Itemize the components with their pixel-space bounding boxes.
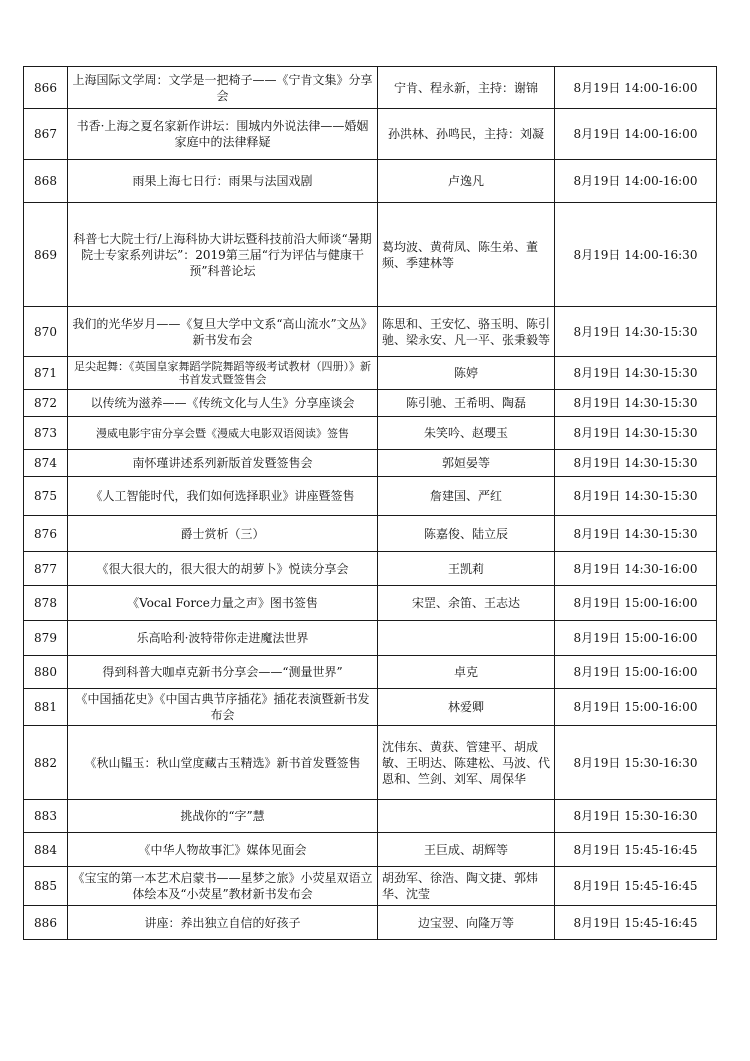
event-time: 8月19日 15:00-16:00 bbox=[555, 621, 717, 656]
event-time: 8月19日 14:00-16:00 bbox=[555, 67, 717, 109]
event-title: 挑战你的“字”慧 bbox=[68, 800, 378, 833]
event-guests: 胡劲军、徐浩、陶文捷、郭炜华、沈莹 bbox=[378, 867, 555, 906]
event-time: 8月19日 15:45-16:45 bbox=[555, 833, 717, 867]
event-title: 科普七大院士行/上海科协大讲坛暨科技前沿大师谈“暑期院士专家系列讲坛”：2019第三届“行为评估与健康干预”科普论坛 bbox=[68, 203, 378, 307]
event-number: 874 bbox=[24, 450, 68, 477]
event-number: 880 bbox=[24, 656, 68, 689]
event-number: 878 bbox=[24, 586, 68, 621]
event-guests: 郭姮晏等 bbox=[378, 450, 555, 477]
event-guests: 陈引驰、王希明、陶磊 bbox=[378, 390, 555, 417]
event-title: 爵士赏析（三） bbox=[68, 516, 378, 552]
event-guests: 宋罡、余笛、王志达 bbox=[378, 586, 555, 621]
event-number: 872 bbox=[24, 390, 68, 417]
event-number: 868 bbox=[24, 160, 68, 203]
event-number: 886 bbox=[24, 906, 68, 940]
event-time: 8月19日 14:30-15:30 bbox=[555, 477, 717, 516]
event-time: 8月19日 14:30-15:30 bbox=[555, 307, 717, 357]
event-number: 870 bbox=[24, 307, 68, 357]
event-title: 《很大很大的，很大很大的胡萝卜》悦读分享会 bbox=[68, 552, 378, 586]
event-guests: 边宝翌、向隆万等 bbox=[378, 906, 555, 940]
table-row bbox=[24, 621, 717, 656]
event-time: 8月19日 14:30-15:30 bbox=[555, 450, 717, 477]
table-row bbox=[24, 477, 717, 516]
table-row bbox=[24, 800, 717, 833]
event-number: 866 bbox=[24, 67, 68, 109]
event-number: 884 bbox=[24, 833, 68, 867]
event-title: 《宝宝的第一本艺术启蒙书——星梦之旅》小荧星双语立体绘本及“小荧星”教材新书发布会 bbox=[68, 867, 378, 906]
event-guests: 孙洪林、孙鸣民，主持：刘凝 bbox=[378, 109, 555, 160]
event-number: 882 bbox=[24, 726, 68, 800]
table-row bbox=[24, 203, 717, 307]
event-guests: 朱笑吟、赵瓔玉 bbox=[378, 417, 555, 450]
event-title: 南怀瑾讲述系列新版首发暨签售会 bbox=[68, 450, 378, 477]
event-number: 883 bbox=[24, 800, 68, 833]
event-title: 漫威电影宇宙分享会暨《漫威大电影双语阅读》签售 bbox=[68, 417, 378, 450]
table-row bbox=[24, 390, 717, 417]
event-number: 885 bbox=[24, 867, 68, 906]
table-row bbox=[24, 833, 717, 867]
event-guests: 詹建国、严红 bbox=[378, 477, 555, 516]
event-time: 8月19日 15:00-16:00 bbox=[555, 586, 717, 621]
event-title: 足尖起舞：《英国皇家舞蹈学院舞蹈等级考试教材（四册）》新书首发式暨签售会 bbox=[68, 357, 378, 390]
event-number: 879 bbox=[24, 621, 68, 656]
event-guests bbox=[378, 621, 555, 656]
event-title: 以传统为滋养——《传统文化与人生》分享座谈会 bbox=[68, 390, 378, 417]
event-guests: 宁肯、程永新，主持：谢锦 bbox=[378, 67, 555, 109]
event-number: 876 bbox=[24, 516, 68, 552]
table-row bbox=[24, 67, 717, 109]
event-schedule-table bbox=[23, 66, 717, 940]
event-title: 得到科普大咖卓克新书分享会——“测量世界” bbox=[68, 656, 378, 689]
event-time: 8月19日 15:00-16:00 bbox=[555, 656, 717, 689]
table-row bbox=[24, 417, 717, 450]
event-guests: 卓克 bbox=[378, 656, 555, 689]
event-title: 《Vocal Force力量之声》图书签售 bbox=[68, 586, 378, 621]
event-time: 8月19日 15:30-16:30 bbox=[555, 726, 717, 800]
event-title: 上海国际文学周：文学是一把椅子——《宁肯文集》分享会 bbox=[68, 67, 378, 109]
event-guests: 王巨成、胡辉等 bbox=[378, 833, 555, 867]
event-title: 书香·上海之夏名家新作讲坛：围城内外说法律——婚姻家庭中的法律释疑 bbox=[68, 109, 378, 160]
event-number: 867 bbox=[24, 109, 68, 160]
event-guests: 陈嘉俊、陆立辰 bbox=[378, 516, 555, 552]
event-title: 乐高哈利·波特带你走进魔法世界 bbox=[68, 621, 378, 656]
event-time: 8月19日 15:00-16:00 bbox=[555, 689, 717, 726]
event-time: 8月19日 14:30-15:30 bbox=[555, 417, 717, 450]
event-time: 8月19日 15:45-16:45 bbox=[555, 906, 717, 940]
event-time: 8月19日 14:00-16:00 bbox=[555, 109, 717, 160]
event-title: 《中华人物故事汇》媒体见面会 bbox=[68, 833, 378, 867]
event-time: 8月19日 14:30-15:30 bbox=[555, 516, 717, 552]
event-guests: 沈伟东、黄获、管建平、胡成敏、王明达、陈建松、马波、代恩和、竺剑、刘军、周保华 bbox=[378, 726, 555, 800]
event-time: 8月19日 14:30-15:30 bbox=[555, 357, 717, 390]
table-row bbox=[24, 109, 717, 160]
table-row bbox=[24, 307, 717, 357]
event-guests bbox=[378, 800, 555, 833]
event-title: 雨果上海七日行：雨果与法国戏剧 bbox=[68, 160, 378, 203]
table-row bbox=[24, 160, 717, 203]
table-row bbox=[24, 726, 717, 800]
table-row bbox=[24, 689, 717, 726]
event-number: 869 bbox=[24, 203, 68, 307]
event-number: 881 bbox=[24, 689, 68, 726]
event-guests: 王凯莉 bbox=[378, 552, 555, 586]
event-title: 《秋山韫玉：秋山堂度藏古玉精选》新书首发暨签售 bbox=[68, 726, 378, 800]
event-guests: 葛均波、黄荷凤、陈生弟、董频、季建林等 bbox=[378, 203, 555, 307]
event-guests: 陈思和、王安忆、骆玉明、陈引驰、梁永安、凡一平、张秉毅等 bbox=[378, 307, 555, 357]
table-row bbox=[24, 450, 717, 477]
table-row bbox=[24, 656, 717, 689]
table-row bbox=[24, 552, 717, 586]
event-number: 871 bbox=[24, 357, 68, 390]
event-guests: 陈婷 bbox=[378, 357, 555, 390]
event-number: 877 bbox=[24, 552, 68, 586]
event-guests: 卢逸凡 bbox=[378, 160, 555, 203]
event-time: 8月19日 15:45-16:45 bbox=[555, 867, 717, 906]
table-row bbox=[24, 586, 717, 621]
table-row bbox=[24, 867, 717, 906]
event-time: 8月19日 14:30-16:00 bbox=[555, 552, 717, 586]
event-guests: 林爱卿 bbox=[378, 689, 555, 726]
event-title: 《中国插花史》《中国古典节序插花》插花表演暨新书发布会 bbox=[68, 689, 378, 726]
table-row bbox=[24, 906, 717, 940]
event-title: 我们的光华岁月——《复旦大学中文系“高山流水”文丛》新书发布会 bbox=[68, 307, 378, 357]
event-time: 8月19日 14:30-15:30 bbox=[555, 390, 717, 417]
event-time: 8月19日 14:00-16:30 bbox=[555, 203, 717, 307]
table-row bbox=[24, 357, 717, 390]
event-title: 《人工智能时代，我们如何选择职业》讲座暨签售 bbox=[68, 477, 378, 516]
event-title: 讲座：养出独立自信的好孩子 bbox=[68, 906, 378, 940]
event-time: 8月19日 14:00-16:00 bbox=[555, 160, 717, 203]
event-time: 8月19日 15:30-16:30 bbox=[555, 800, 717, 833]
table-row bbox=[24, 516, 717, 552]
event-number: 875 bbox=[24, 477, 68, 516]
event-number: 873 bbox=[24, 417, 68, 450]
